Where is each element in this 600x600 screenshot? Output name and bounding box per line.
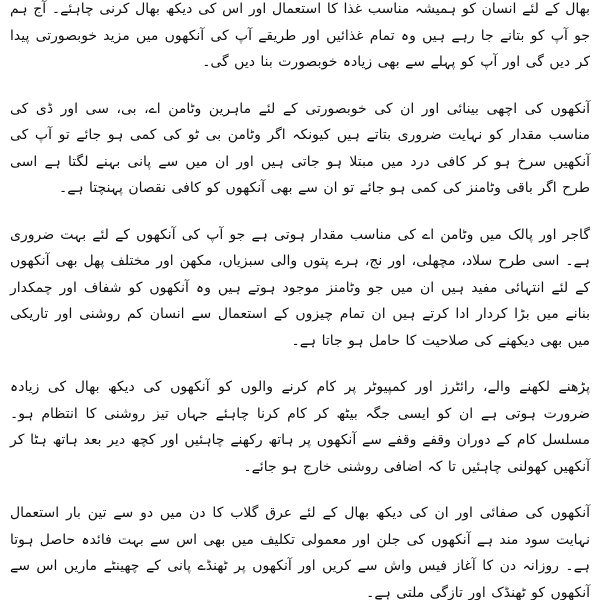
article-paragraph-3: گاجر اور پالک میں وٹامن اے کی مناسب مقدار ہوتی ہے جو آپ کی آنکھوں کے لئے بہت ضروری ہے۔ اسی طرح سلاد، مچھلی، اور نج، ہرے پتوں والی سبزیاں، مکھن اور مختلف پھل بھی آنکھوں کے لئے انتہائی مفید ہیں ان میں جو وٹامنز موجود ہوتے ہیں وہ آنکھوں کو شفاف اور چمکدار بنانے میں بڑا کردار ادا کرتے ہیں ان تمام چیزوں کے استعمال سے انسان کم روشنی اور تاریکی میں بھی دیکھنے کی صلاحیت کا حامل ہو جاتا ہے۔ bbox=[10, 226, 590, 349]
article-paragraph-4: پڑھنے لکھنے والے، رائٹرز اور کمپیوٹر پر کام کرنے والوں کو آنکھوں کی دیکھ بھال کی زیادہ ضرورت ہوتی ہے ان کو ایسی جگہ بیٹھ کر کام کرنا چاہئے جہاں تیز روشنی کا انتظام ہو۔ مسلسل کام کے دوران وقفے وقفے سے آنکھوں پر ہاتھ رکھنے چاہئیں اور کچھ دیر بعد ہاتھ ہٹا کر آنکھیں کھولنی چاہئیں تا کہ اضافی روشنی خارج ہو جائے۔ bbox=[10, 379, 590, 475]
article-paragraph-5: آنکھوں کی صفائی اور ان کی دیکھ بھال کے لئے عرق گلاب کا دن میں دو سے تین بار استعمال نہایت سود مند ہے آنکھوں کی جلن اور معمولی تکلیف میں بھی اس سے بہت فائدہ حاصل ہوتا ہے۔ روزانہ دن کا آغاز فیس واش سے کریں اور آنکھوں پر ٹھنڈے پانی کے چھینٹے ماریں اس سے آنکھوں کو ٹھنڈک اور تازگی ملتی ہے۔ bbox=[10, 505, 590, 600]
article-paragraph-1: بھال کے لئے انسان کو ہمیشہ مناسب غذا کا استعمال اور اس کی دیکھ بھال کرنی چاہئے۔ آج ہم جو آپ کو بتانے جا رہے ہیں وہ تمام غذائیں اور طریقے آپ کی آنکھوں میں مزید خوبصورتی پیدا کر دیں گی اور آپ کو پہلے سے بھی زیادہ خوبصورت بنا دیں گی۔ bbox=[10, 1, 590, 70]
article-paragraph-2: آنکھوں کی اچھی بینائی اور ان کی خوبصورتی کے لئے ماہرین وٹامن اے، بی، سی اور ڈی کی مناسب مقدار کو نہایت ضروری بتاتے ہیں کیونکہ اگر وٹامن بی ٹو کی کمی ہو جائے تو آپ کی آنکھیں سرخ ہو کر کافی درد میں مبتلا ہو جاتی ہیں اور ان میں سے پانی بہنے لگتا ہے اسی طرح اگر باقی وٹامنز کی کمی ہو جائے تو ان سے بھی آنکھوں کو کافی نقصان پہنچتا ہے۔ bbox=[10, 100, 590, 196]
